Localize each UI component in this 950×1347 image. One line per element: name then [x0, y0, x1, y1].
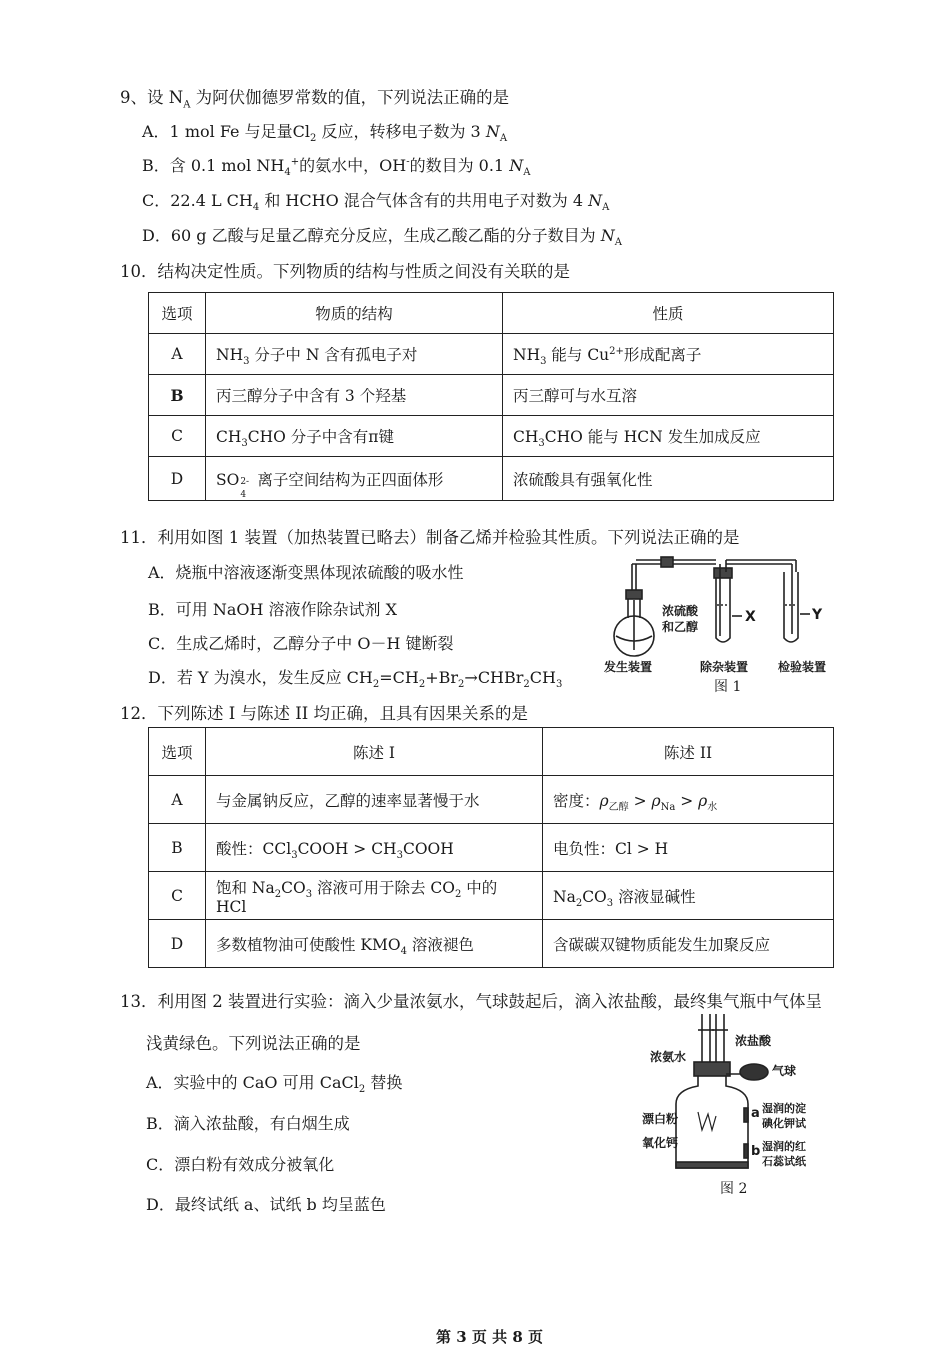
option-cell: D [149, 457, 206, 501]
fig1-x-label: X [745, 609, 756, 625]
q11-option-b: B．可用 NaOH 溶液作除杂试剂 X [148, 600, 398, 619]
statement-2-cell: 密度：$\rho_{乙醇} > \rho_{Na} > \rho_水$ [543, 776, 834, 824]
q9-option-d: D．60 g 乙酸与足量乙醇充分反应，生成乙酸乙酯的分子数目为 $N_A$ [142, 226, 622, 249]
header-cell: 陈述 I [206, 728, 543, 776]
header-cell: 选项 [149, 728, 206, 776]
option-cell: A [149, 334, 206, 375]
fig1-purifier-label: 除杂装置 [700, 660, 749, 674]
fig2-hcl-label: 浓盐酸 [735, 1034, 772, 1048]
fig2-bleach-label: 漂白粉 [642, 1112, 679, 1126]
table-row [149, 334, 834, 375]
option-cell: A [149, 776, 206, 824]
q11-stem: 11．利用如图 1 装置（加热装置已略去）制备乙烯并检验其性质。下列说法正确的是 [120, 528, 740, 547]
fig1-y-label: Y [812, 607, 823, 623]
fig2-ammonia-label: 浓氨水 [650, 1050, 687, 1064]
table-header-row [149, 728, 834, 776]
structure-cell: $CH_3CHO$ 分子中含有π键 [206, 416, 503, 457]
structure-cell: $NH_3$ 分子中 N 含有孤电子对 [206, 334, 503, 375]
fig1-generator-label: 发生装置 [604, 660, 653, 674]
statement-1-cell: 多数植物油可使酸性 $KMO_4$ 溶液褪色 [206, 920, 543, 968]
header-cell: 物质的结构 [206, 293, 503, 334]
fig2-paper-a-line1: 湿润的淀 [762, 1102, 806, 1115]
statement-2-cell: 电负性：Cl > H [543, 824, 834, 872]
property-cell: $NH_3$ 能与 $Cu^{2+}$形成配离子 [503, 334, 834, 375]
fig2-balloon-label: 气球 [772, 1064, 797, 1078]
header-cell: 选项 [149, 293, 206, 334]
q9-option-b: B．含 0.1 mol $NH_4^+$的氨水中，OH-的数目为 0.1 $N_A$ [142, 156, 531, 179]
property-cell: 浓硫酸具有强氧化性 [503, 457, 834, 501]
page-footer: 第 3 页 共 8 页 [436, 1328, 543, 1346]
option-cell: D [149, 920, 206, 968]
q9-option-c: C．22.4 L $CH_4$ 和 HCHO 混合气体含有的共用电子对数为 4 $N_A$ [142, 191, 610, 214]
statement-2-cell: $Na_2CO_3$ 溶液显碱性 [543, 872, 834, 920]
table-row [149, 824, 834, 872]
property-cell: 丙三醇可与水互溶 [503, 375, 834, 416]
structure-cell: 丙三醇分子中含有 3 个羟基 [206, 375, 503, 416]
option-cell: C [149, 416, 206, 457]
option-cell: B [149, 824, 206, 872]
structure-cell: SO 2- 4 离子空间结构为正四面体形 [206, 457, 503, 501]
header-cell: 性质 [503, 293, 834, 334]
table-row [149, 920, 834, 968]
table-row [149, 776, 834, 824]
fig2-cao-label: 氧化钙 [642, 1136, 679, 1150]
fig1-reagent-line1: 浓硫酸 [662, 604, 699, 618]
q12-stem: 12．下列陈述 I 与陈述 II 均正确，且具有因果关系的是 [120, 704, 529, 723]
statement-1-cell: 酸性：CCl$_3$COOH > $CH_3COOH$ [206, 824, 543, 872]
option-cell: B [149, 375, 206, 416]
q13-option-d: D．最终试纸 a、试纸 b 均呈蓝色 [146, 1195, 386, 1214]
statement-2-cell: 含碳碳双键物质能发生加聚反应 [543, 920, 834, 968]
q13-option-c: C．漂白粉有效成分被氧化 [146, 1155, 335, 1174]
ethylene-apparatus-diagram [596, 550, 842, 660]
fig1-caption: 图 1 [714, 679, 742, 695]
q9-option-a: A．1 mol Fe 与足量$Cl_2$ 反应，转移电子数为 3 $N_A$ [142, 122, 508, 145]
q10-table [148, 292, 834, 501]
q11-option-c: C．生成乙烯时，乙醇分子中 O－H 键断裂 [148, 634, 454, 653]
statement-1-cell: 与金属钠反应，乙醇的速率显著慢于水 [206, 776, 543, 824]
table-row [149, 457, 834, 501]
header-cell: 陈述 II [543, 728, 834, 776]
fig2-paper-b-marker: b [751, 1144, 761, 1159]
fig2-caption: 图 2 [720, 1181, 748, 1197]
table-header-row [149, 293, 834, 334]
table-row [149, 872, 834, 920]
q10-stem: 10．结构决定性质。下列物质的结构与性质之间没有关联的是 [120, 262, 570, 281]
fig2-paper-a-marker: a [751, 1106, 760, 1121]
q13-option-a: A．实验中的 CaO 可用 CaCl$_2$ 替换 [146, 1073, 403, 1096]
figure-2-apparatus [640, 1012, 836, 1202]
fig2-paper-a-line2: 碘化钾试 [762, 1117, 806, 1130]
option-cell: C [149, 872, 206, 920]
q13-stem-line2: 浅黄绿色。下列说法正确的是 [146, 1034, 361, 1053]
table-row [149, 416, 834, 457]
q11-option-a: A．烧瓶中溶液逐渐变黑体现浓硫酸的吸水性 [148, 563, 464, 582]
q11-option-d: D．若 Y 为溴水，发生反应 $CH_2=CH_2+Br_2\to CHBr_2CH_3$ [148, 668, 563, 691]
property-cell: $CH_3CHO$ 能与 HCN 发生加成反应 [503, 416, 834, 457]
q9-stem: 9、设 $N_A$ 为阿伏伽德罗常数的值，下列说法正确的是 [120, 88, 510, 111]
q13-stem-line1: 13．利用图 2 装置进行实验：滴入少量浓氨水，气球鼓起后，滴入浓盐酸，最终集气瓶中气体呈 [120, 992, 822, 1011]
figure-1-apparatus [596, 550, 842, 695]
q13-option-b: B．滴入浓盐酸，有白烟生成 [146, 1114, 350, 1133]
fig2-paper-b-line2: 石蕊试纸 [762, 1155, 806, 1168]
fig2-paper-b-line1: 湿润的红 [762, 1140, 806, 1153]
fig1-reagent-line2: 和乙醇 [662, 620, 699, 634]
statement-1-cell: 饱和 $Na_2CO_3$ 溶液可用于除去 $CO_2$ 中的 HCl [206, 872, 543, 920]
q12-table [148, 727, 834, 968]
table-row [149, 375, 834, 416]
fig1-tester-label: 检验装置 [778, 660, 827, 674]
